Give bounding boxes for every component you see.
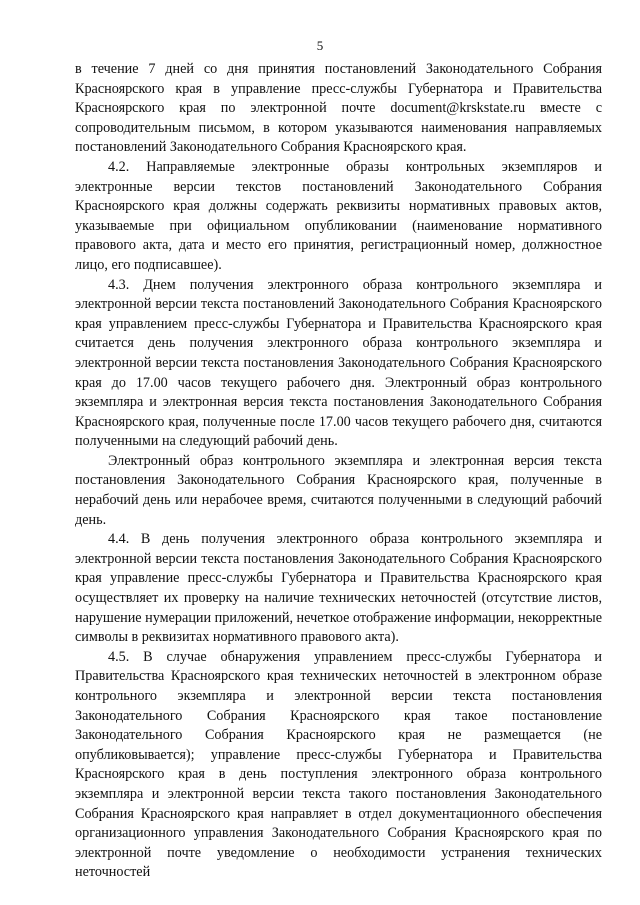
paragraph-4-3: 4.3. Днем получения электронного образа контрольного экземпляра и электронной версии текста постановлений Законодательного Собрания Красноярского края управлением пресс-службы Губернатора и Правительства Красноярского края считается день получения электронного образа контрольного экземпляра и электронной версии текста постановления Законодательного Собрания Красноярского края до 17.00 часов текущего рабочего дня. Электронный образ контрольного экземпляра и электронная версия текста постановления Законодательного Собрания Красноярского края, полученные после 17.00 часов текущего рабочего дня, считаются полученными на следующий рабочий день.	[75, 276, 602, 450]
paragraph-4-2: 4.2. Направляемые электронные образы контрольных экземпляров и электронные версии текстов постановлений Законодательного Собрания Красноярского края должны содержать реквизиты нормативных правовых актов, указываемые при официальном опубликовании (наименование нормативного правового акта, дата и место его принятия, регистрационный номер, должностное лицо, его подписавшее).	[75, 158, 602, 273]
paragraph-continuation: в течение 7 дней со дня принятия постановлений Законодательного Собрания Красноярского края в управление пресс-службы Губернатора и Правительства Красноярского края по электронной почте document@krskstate.ru вместе с сопроводительным письмом, в котором указываются наименования направляемых постановлений Законодательного Собрания Красноярского края.	[75, 61, 602, 156]
page-number: 5	[316, 38, 324, 53]
document-body	[75, 60, 602, 883]
paragraph-4-5: 4.5. В случае обнаружения управлением пресс-службы Губернатора и Правительства Красноярского края технических неточностей в электронном образе контрольного экземпляра и электронной версии текста постановления Законодательного Собрания Красноярского края такое постановление Законодательного Собрания Красноярского края не размещается (не опубликовывается); управление пресс-службы Губернатора и Правительства Красноярского края в день поступления электронного образа контрольного экземпляра и электронной версии текста такого постановления Законодательного Собрания Красноярского края направляет в отдел документационного обеспечения организационного управления Законодательного Собрания Красноярского края по электронной почте уведомление о необходимости устранения технических неточностей	[75, 648, 602, 881]
paragraph-4-4: 4.4. В день получения электронного образа контрольного экземпляра и электронной версии текста постановления Законодательного Собрания Красноярского края управление пресс-службы Губернатора и Правительства Красноярского края осуществляет их проверку на наличие технических неточностей (отсутствие листов, нарушение нумерации приложений, нечеткое отображение информации, некорректные символы в реквизитах нормативного правового акта).	[75, 531, 602, 646]
paragraph-4-3-continued: Электронный образ контрольного экземпляра и электронная версия текста постановления Законодательного Собрания Красноярского края, полученные в нерабочий день или нерабочее время, считаются полученными в следующий рабочий день.	[75, 452, 602, 528]
